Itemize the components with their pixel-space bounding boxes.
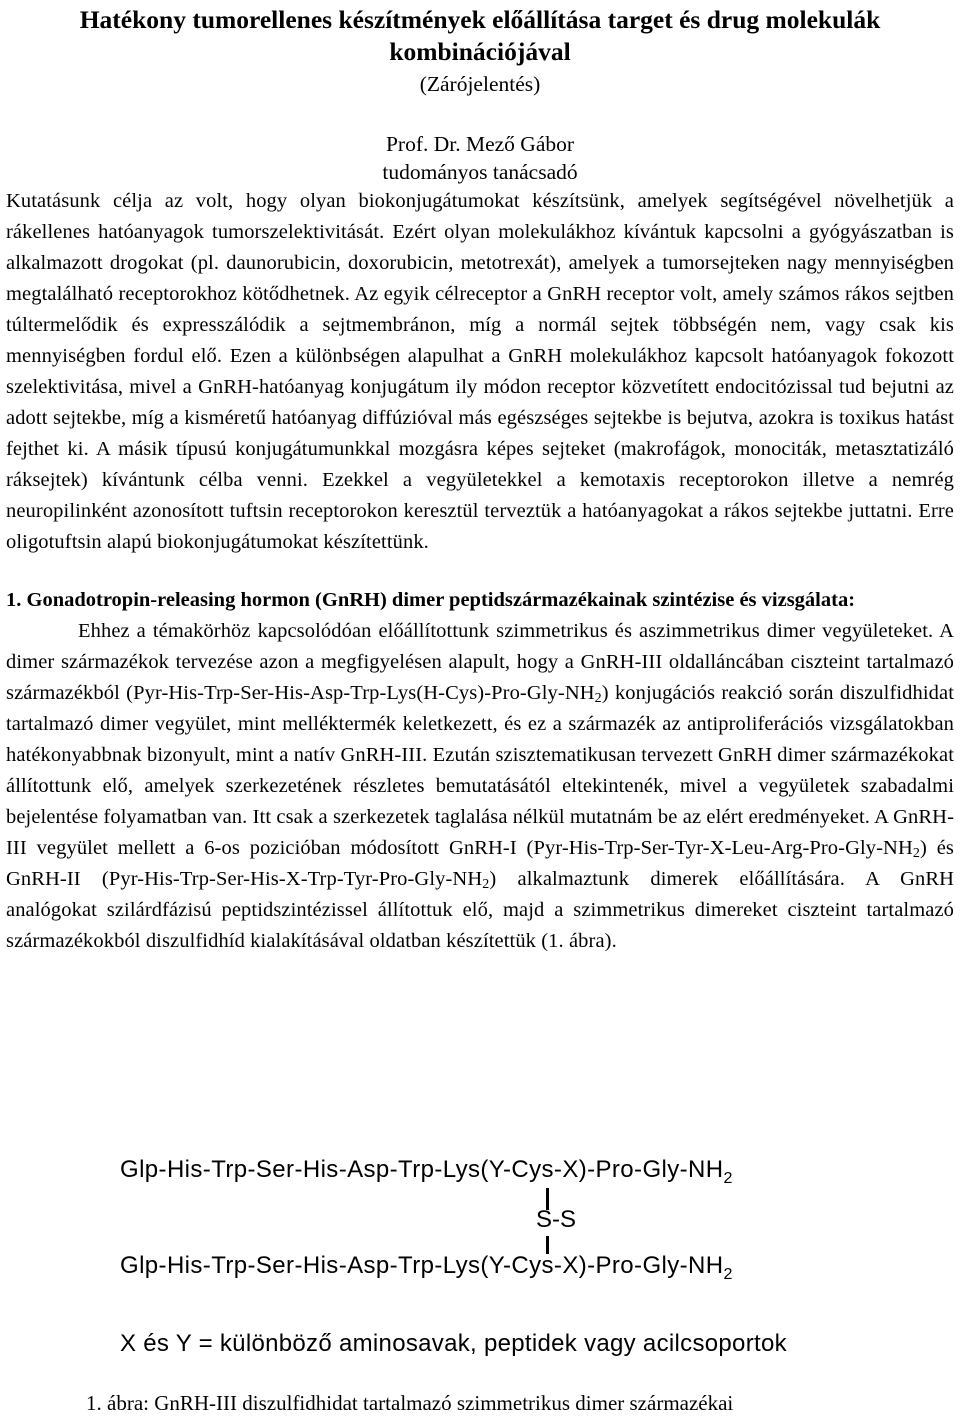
section-1-text-part-2: ) konjugációs reakció során diszulfidhidat tartalmazó dimer vegyület, mint melléktermék keletkezett, és ez a származék az antiproliferációs vizsgálatokban hatékonyabbnak bizonyult, mint a natív GnRH-III. Ezután szisztematikusan tervezett GnRH dimer származékokat állítottunk elő, amelyek szerkezetének részletes bemutatásától eltekintenék, mivel a vegyületek szabadalmi bejelentése folyamatban van. Itt csak a szerkezetek taglalása nélkül mutatnám be az elért eredményeket. A GnRH-III vegyület mellett a 6-os pozicióban módosított GnRH-I (Pyr-His-Trp-Ser-Tyr-X-Leu-Arg-Pro-Gly-NH — [6, 682, 955, 859]
figure-caption: 1. ábra: GnRH-III diszulfidhidat tartalmazó szimmetrikus dimer származékai — [86, 1391, 734, 1415]
section-1-text-part-1: Ehhez a témakörhöz kapcsolódóan előállítottunk szimmetrikus és aszimmetrikus dimer vegyületeket. A dimer származékok tervezése azon a megfigyelésen alapult, hogy a GnRH-III oldalláncában ciszteint tartalmazó származékból (Pyr-His-Trp-Ser-His-Asp-Trp-Lys(H-Cys)-Pro-Gly-NH — [6, 620, 954, 704]
disulfide-bridge-label: S-S — [536, 1206, 577, 1233]
figure-chain-bottom — [120, 1252, 733, 1283]
chain-top-sequence: Glp-His-Trp-Ser-His-Asp-Trp-Lys(Y-Cys-X)-Pro-Gly-NH — [120, 1156, 724, 1183]
author-block — [6, 130, 954, 186]
section-1-text-part-4: ) alkalmaztunk dimerek előállítására. A GnRH analógokat szilárdfázisú peptidszintézissel állítottuk elő, majd a szimmetrikus dimereket ciszteint tartalmazó származékokból diszulfidhíd kialakításával oldatban készítettük (1. ábra). — [6, 868, 955, 952]
section-1-text-part-3: ) és GnRH-II (Pyr-His-Trp-Ser-His-X-Trp-Tyr-Pro-Gly-NH — [6, 837, 954, 890]
chain-bottom-subscript: 2 — [723, 1266, 733, 1283]
chain-bottom-sequence: Glp-His-Trp-Ser-His-Asp-Trp-Lys(Y-Cys-X)-Pro-Gly-NH — [120, 1252, 724, 1279]
figure-legend-note: X és Y = különböző aminosavak, peptidek vagy acilcsoportok — [120, 1330, 787, 1357]
section-1-heading: 1. Gonadotropin-releasing hormon (GnRH) dimer peptidszármazékainak szintézise és vizsgálata: — [6, 589, 856, 611]
author-name: Prof. Dr. Mező Gábor — [385, 132, 575, 156]
document-page — [6, 0, 954, 1420]
document-subtitle: (Zárójelentés) — [419, 72, 541, 96]
document-title: Hatékony tumorellenes készítmények előállítása target és drug molekulák kombinációjával — [79, 5, 881, 66]
intro-paragraph: Kutatásunk célja az volt, hogy olyan biokonjugátumokat készítsünk, amelyek segítségével növelhetjük a rákellenes hatóanyagok tumorszelektivitását. Ezért olyan molekulákhoz kívántuk kapcsolni a gyógyászatban is alkalmazott drogokat (pl. daunorubicin, doxorubicin, metotrexát), amelyek a tumorsejteken nagy mennyiségben megtalálható receptorokhoz kötődhetnek. Az egyik célreceptor a GnRH receptor volt, amely számos rákos sejtben túltermelődik és expresszálódik a sejtmembránon, míg a normál sejtek többségén nem, vagy csak kis mennyiségben fordul elő. Ezen a különbségen alapulhat a GnRH molekulákhoz kapcsolt hatóanyagok fokozott szelektivitása, mivel a GnRH-hatóanyag konjugátum ily módon receptor közvetített endocitózissal tud bejutni az adott sejtekbe, míg a kisméretű hatóanyag diffúzióval más egészséges sejtekbe is bejutva, azokra is toxikus hatást fejthet ki. A másik típusú konjugátumunkkal mozgásra képes sejteket (makrofágok, monociták, metasztatizáló ráksejtek) kívántunk célba venni. Ezekkel a vegyületekkel a kemotaxis receptorokon illetve a nemrég neuropilinként azonosított tuftsin receptorokon keresztül terveztük a hatóanyagokat a rákos sejtekbe juttatni. Erre oligotuftsin alapú biokonjugátumokat készítettünk. — [6, 190, 954, 553]
section-1-paragraph — [6, 616, 954, 957]
author-role: tudományos tanácsadó — [382, 160, 578, 184]
chain-top-subscript: 2 — [723, 1170, 733, 1187]
subscript-2: 2 — [594, 691, 602, 706]
subscript-2: 2 — [482, 877, 490, 892]
figure-chain-top — [120, 1156, 733, 1187]
figure-1-dimer-structure — [110, 1148, 870, 1368]
subscript-2: 2 — [912, 846, 920, 861]
